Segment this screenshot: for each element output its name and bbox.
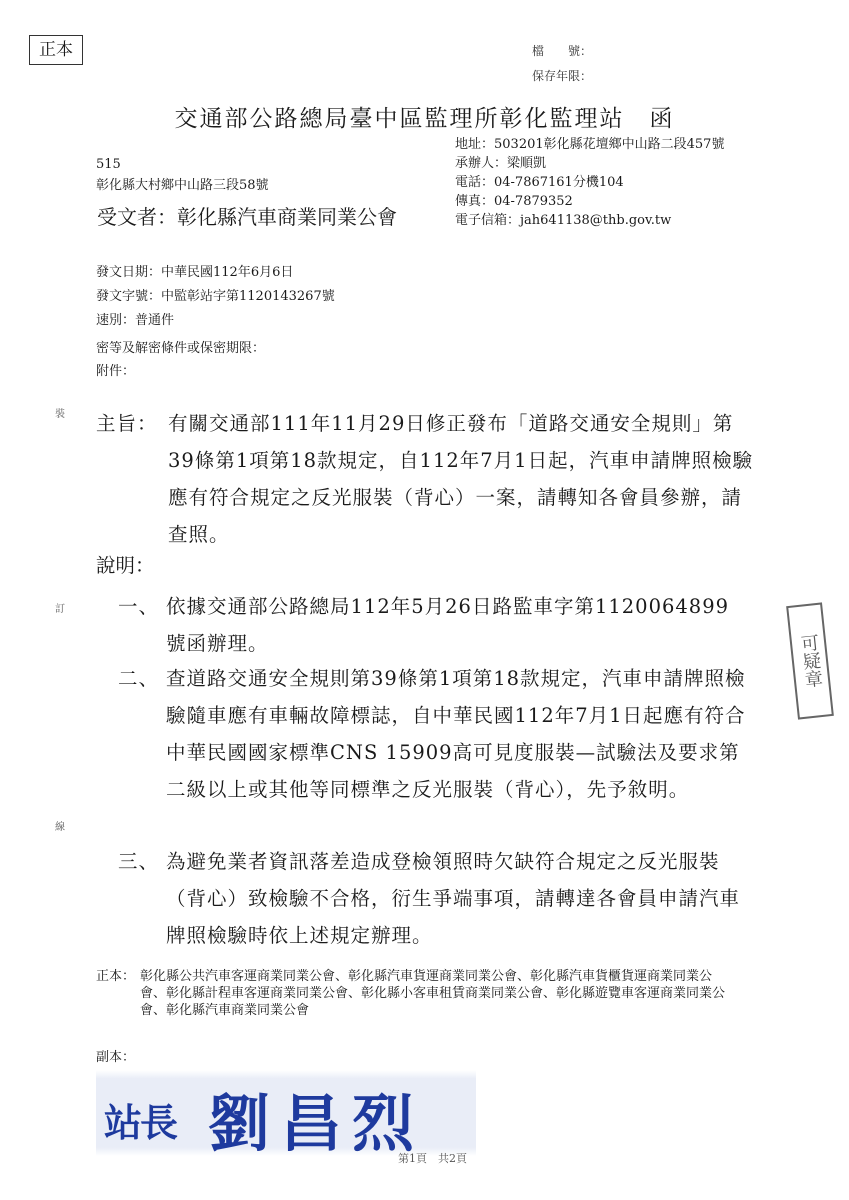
distribution (96, 968, 736, 1019)
side-stamp: 可疑章 (786, 602, 834, 719)
item-text: 查道路交通安全規則第39條第1項第18款規定，汽車申請牌照檢驗隨車應有車輛故障標誌，自中華民國112年7月1日起應有符合中華民國國家標準CNS 15909高可見度服裝—試驗法及要求第二級以上或其他等同標準之反光服裝（背心），先予敘明。 (166, 667, 746, 801)
recipient-address: 彰化縣大村鄉中山路三段58號 (96, 178, 269, 193)
distribution-label: 正本： (96, 969, 136, 984)
subject-label: 主旨： (96, 412, 158, 435)
retention-label: 保存年限： (532, 69, 593, 83)
item-number: 一、 (118, 595, 160, 618)
copy-badge: 正本 (29, 35, 83, 65)
file-number-label: 檔 號： (532, 44, 593, 58)
description-label: 說明： (96, 554, 155, 577)
signature-name: 劉昌烈 (208, 1087, 425, 1160)
item-text: 為避免業者資訊落差造成登檢領照時欠缺符合規定之反光服裝（背心）致檢驗不合格，衍生爭端事項，請轉達各會員申請汽車牌照檢驗時依上述規定辦理。 (166, 850, 741, 947)
binding-mark-1: 裝 (55, 409, 65, 420)
recipient-label: 受文者： (97, 205, 177, 229)
subject-section (96, 405, 756, 553)
recipient-name: 彰化縣汽車商業同業公會 (177, 205, 397, 229)
item-number: 二、 (118, 667, 160, 690)
subject-text: 有關交通部111年11月29日修正發布「道路交通安全規則」第39條第1項第18款規定，自112年7月1日起，汽車申請牌照檢驗應有符合規定之反光服裝（背心）一案，請轉知各會員參辦，請查照。 (168, 412, 754, 546)
sender-email: 電子信箱：jah641138@thb.gov.tw (455, 213, 672, 228)
attachment: 附件： (96, 364, 136, 379)
item-text: 依據交通部公路總局112年5月26日路監車字第1120064899號函辦理。 (166, 595, 730, 655)
sender-address: 地址：503201彰化縣花壇鄉中山路二段457號 (455, 137, 725, 152)
description-item (118, 660, 748, 808)
sender-handler: 承辦人：梁順凱 (455, 156, 547, 171)
binding-mark-3: 線 (55, 822, 65, 833)
binding-mark-2: 訂 (55, 604, 65, 615)
issue-date: 發文日期：中華民國112年6月6日 (96, 265, 294, 280)
item-number: 三、 (118, 850, 160, 873)
sender-fax: 傳真：04-7879352 (455, 194, 573, 209)
description-item (118, 588, 748, 662)
signature-title: 站長 (104, 1100, 177, 1145)
confidentiality: 密等及解密條件或保密期限： (96, 341, 266, 356)
page-number: 第1頁 共2頁 (398, 1152, 467, 1165)
delivery-speed: 速別：普通件 (96, 313, 175, 328)
sender-phone: 電話：04-7867161分機104 (455, 175, 624, 190)
description-item (118, 843, 748, 954)
recipient (97, 202, 427, 232)
distribution-text: 彰化縣公共汽車客運商業同業公會、彰化縣汽車貨運商業同業公會、彰化縣汽車貨櫃貨運商業同業公會、彰化縣計程車客運商業同業公會、彰化縣小客車租賃商業同業公會、彰化縣遊覽車客運商業同業公會、彰化縣汽車商業同業公會 (140, 969, 726, 1018)
issue-number: 發文字號：中監彰站字第1120143267號 (96, 289, 335, 304)
cc-label: 副本： (96, 1050, 136, 1065)
document-title: 交通部公路總局臺中區監理所彰化監理站 函 (174, 106, 675, 132)
recipient-postal-code: 515 (96, 157, 121, 172)
